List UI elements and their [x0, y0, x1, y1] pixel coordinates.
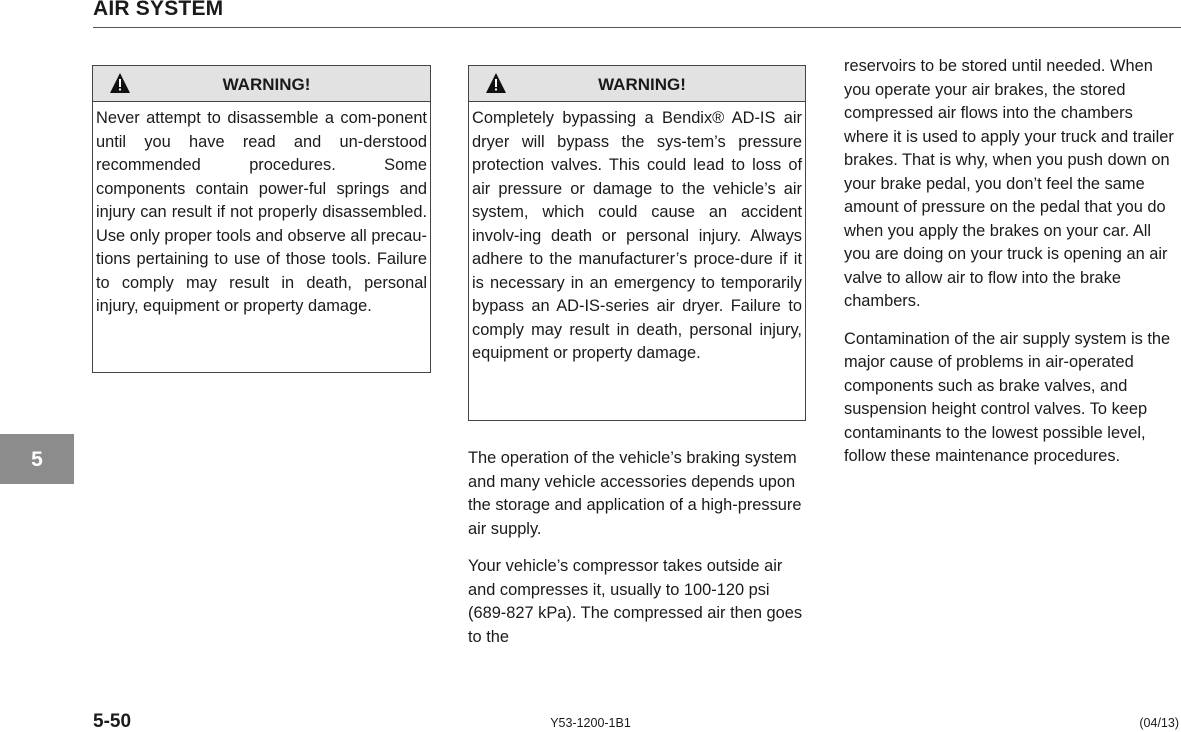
middle-column-text	[468, 447, 806, 663]
warning-text: Never attempt to disassemble a com-ponent until you have read and un-derstood recommended procedures. Some components contain power-ful springs and injury can result if not properly disassembled. Use only proper tools and observe all precau-tions pertaining to use of those tools. Failure to comply may result in death, personal injury, equipment or property damage.	[96, 109, 427, 315]
paragraph: The operation of the vehicle’s braking system and many vehicle accessories depends upon the storage and application of a high-pressure air supply.	[468, 449, 802, 538]
warning-header	[469, 66, 805, 102]
revision-date: (04/13)	[1139, 716, 1179, 730]
right-column-text	[844, 55, 1181, 483]
warning-label: WARNING!	[222, 75, 311, 94]
section-tab: 5	[0, 434, 74, 484]
warning-header	[93, 66, 430, 102]
warning-text: Completely bypassing a Bendix® AD-IS air dryer will bypass the sys-tem’s pressure protection valves. This could lead to loss of air pressure or damage to the vehicle’s air system, which could cause an accident involv-ing death or personal injury. Always adhere to the manufacturer’s proce-dure if it is necessary in an emergency to temporarily bypass an AD-IS-series air dryer. Failure to comply may result in death, personal injury, equipment or property damage.	[472, 109, 802, 362]
warning-box-disassembly	[92, 65, 431, 373]
page-title: AIR SYSTEM	[93, 0, 224, 20]
header-divider	[93, 27, 1181, 28]
paragraph: reservoirs to be stored until needed. When you operate your air brakes, the stored compressed air flows into the chambers where it is used to apply your truck and trailer brakes. That is why, when you push down on your brake pedal, you don’t feel the same amount of pressure on the pedal that you do when you apply the brakes on your car. All you are doing on your truck is opening an air valve to allow air to flow into the brake chambers.	[844, 57, 1174, 310]
warning-label: WARNING!	[598, 75, 686, 94]
document-code: Y53-1200-1B1	[550, 716, 631, 730]
paragraph: Contamination of the air supply system is the major cause of problems in air-operated components such as brake valves, and suspension height control valves. To keep contaminants to the lowest possible level, follow these maintenance procedures.	[844, 329, 1171, 465]
warning-box-air-dryer-bypass	[468, 65, 806, 421]
paragraph: Your vehicle’s compressor takes outside air and compresses it, usually to 100-120 psi (689-827 kPa). The compressed air then goes to the	[468, 557, 803, 646]
page-number: 5-50	[93, 711, 132, 732]
